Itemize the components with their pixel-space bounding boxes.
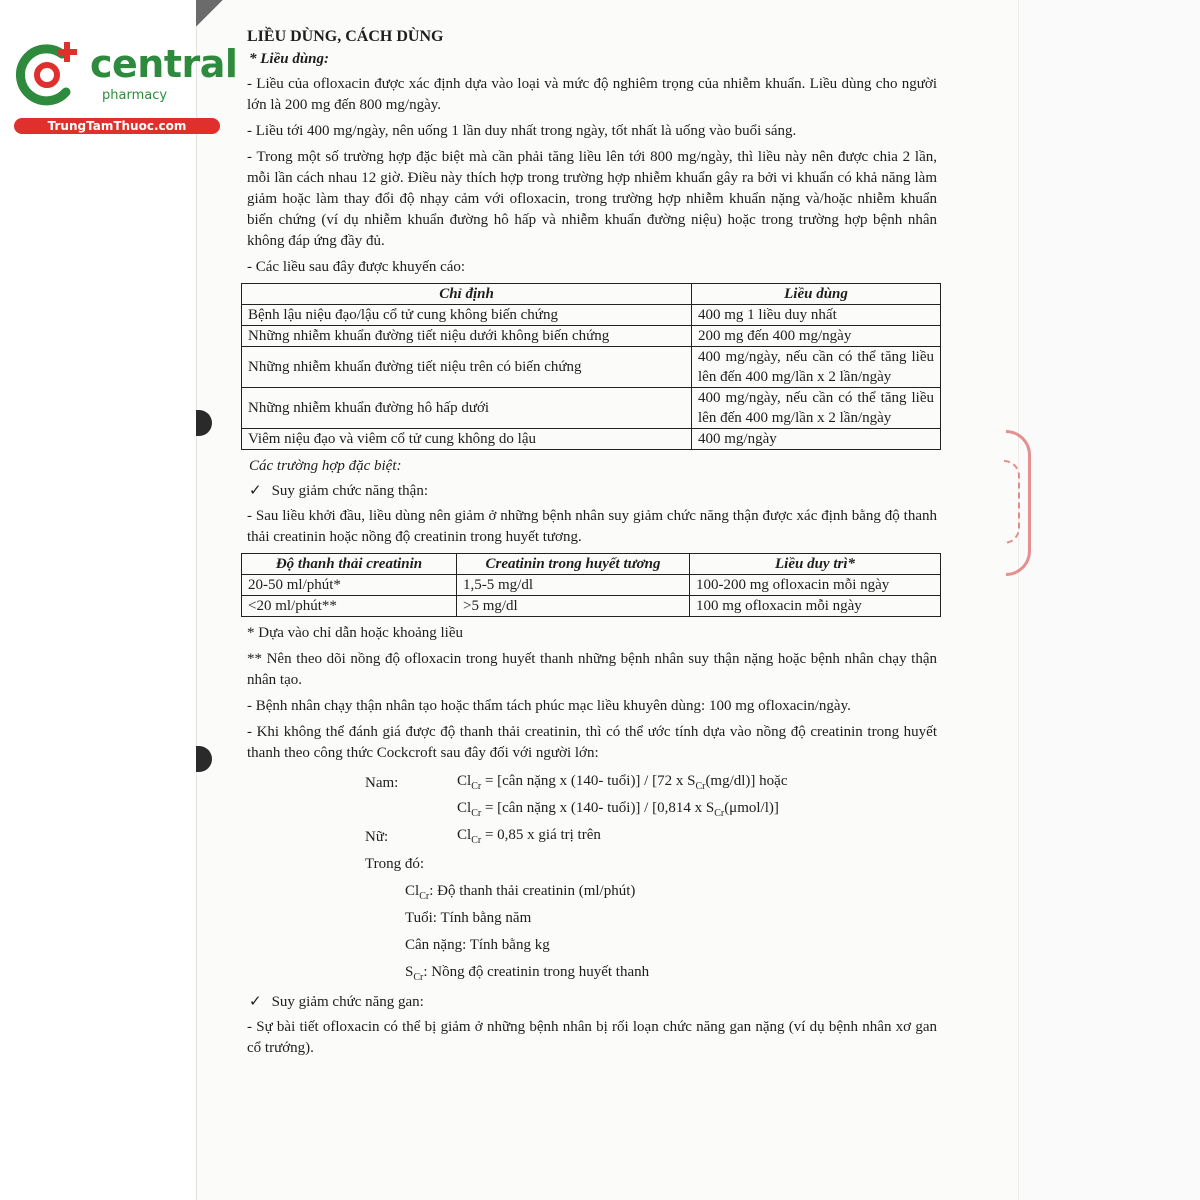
logo-wordmark: central (90, 42, 238, 86)
formula-text: : Nồng độ creatinin trong huyết thanh (423, 964, 650, 980)
formula-subscript: Cr (714, 807, 725, 819)
dosage-table (241, 283, 941, 450)
table-header-row (242, 554, 941, 575)
special-cases-heading: Các trường hợp đặc biệt: (249, 458, 402, 474)
table-cell: Những nhiễm khuẩn đường tiết niệu trên có biến chứng (242, 347, 692, 388)
table-cell: 400 mg/ngày (692, 429, 941, 450)
formula-symbol: Cl (457, 826, 472, 843)
logo-website-link[interactable]: TrungTamThuoc.com (14, 118, 220, 134)
cockcroft-formula-block (247, 770, 937, 986)
formula-text: (mg/dl)] hoặc (705, 772, 788, 789)
paragraph: - Sự bài tiết ofloxacin có thể bị giảm ở những bệnh nhân bị rối loạn chức năng gan nặng (ví dụ bệnh nhân xơ gan cổ trướng). (247, 1019, 937, 1056)
table-row (242, 305, 941, 326)
table-row (242, 575, 941, 596)
renal-checklist-item (249, 481, 937, 502)
formula-text: (μmol/l)] (724, 799, 779, 816)
scan-corner-mark (196, 0, 236, 26)
table-cell: 1,5-5 mg/dl (457, 575, 690, 596)
formula-subscript: Cr (413, 972, 424, 983)
dosage-heading: * Liều dùng: (249, 51, 330, 67)
formula-symbol: S (405, 964, 414, 980)
table-cell: >5 mg/dl (457, 596, 690, 617)
formula-definition: Cân nặng: Tính bằng kg (405, 937, 550, 953)
page-left-margin (0, 0, 196, 1200)
logo-tagline: pharmacy (102, 88, 168, 103)
formula-row-male-2 (247, 797, 937, 824)
formula-subscript: Cr (471, 834, 482, 846)
formula-definition: Tuổi: Tính bằng năm (405, 910, 532, 926)
table-cell: Bệnh lậu niệu đạo/lậu cổ tử cung không biến chứng (242, 305, 692, 326)
table-row (242, 347, 941, 388)
table-cell: 400 mg 1 liều duy nhất (692, 305, 941, 326)
formula-expression (457, 825, 937, 851)
table-header-cell: Chỉ định (242, 284, 692, 305)
table-header-row (242, 284, 941, 305)
paragraph: - Sau liều khởi đầu, liều dùng nên giảm ở những bệnh nhân suy giảm chức năng thận được xác định bằng độ thanh thải creatinin hoặc nồng độ creatinin trong huyết tương. (247, 508, 937, 545)
table-cell: 100-200 mg ofloxacin mỗi ngày (690, 575, 941, 596)
paragraph: - Bệnh nhân chạy thận nhân tạo hoặc thẩm tách phúc mạc liều khuyên dùng: 100 mg ofloxacin/ngày. (247, 698, 851, 714)
page-right-margin (1018, 0, 1200, 1200)
hepatic-checklist-item (249, 992, 937, 1013)
section-title: LIỀU DÙNG, CÁCH DÙNG (247, 28, 444, 45)
table-row (242, 326, 941, 347)
document-content (247, 26, 937, 1064)
table-cell: 400 mg/ngày, nếu cần có thể tăng liều lên đến 400 mg/lần x 2 lần/ngày (692, 347, 941, 388)
central-pharmacy-logo[interactable] (12, 38, 238, 138)
table-row (242, 388, 941, 429)
formula-definition (247, 959, 937, 986)
paragraph: - Trong một số trường hợp đặc biệt mà cần phải tăng liều lên tới 800 mg/ngày, thì liều này nên được chia 2 lần, mỗi lần cách nhau 12 giờ. Điều này thích hợp trong trường hợp nhiễm khuẩn gây ra bởi vi khuẩn có khả năng làm giảm hoặc làm thay đổi độ nhạy cảm với ofloxacin, trong trường hợp nhiễm khuẩn nặng và/hoặc nhiễm khuẩn biến chứng (ví dụ nhiễm khuẩn đường hô hấp và nhiễm khuẩn đường niệu) hoặc trong trường hợp bệnh nhân không đáp ứng đầy đủ. (247, 149, 937, 249)
formula-symbol: Cl (457, 772, 472, 789)
formula-row-female (247, 824, 937, 851)
table-cell: Viêm niệu đạo và viêm cổ tử cung không do lậu (242, 429, 692, 450)
formula-definition (247, 878, 937, 905)
formula-symbol: Cl (405, 883, 420, 899)
formula-subscript: Cr (471, 807, 482, 819)
formula-label-female: Nữ: (365, 829, 389, 845)
table-row (242, 596, 941, 617)
red-stamp-inner-icon (1004, 460, 1020, 544)
table-cell: <20 ml/phút** (242, 596, 457, 617)
renal-heading: Suy giảm chức năng thận: (271, 483, 429, 499)
formula-text: = 0,85 x giá trị trên (481, 826, 601, 843)
table-header-cell: Liều dùng (692, 284, 941, 305)
table-cell: 200 mg đến 400 mg/ngày (692, 326, 941, 347)
formula-symbol: Cl (457, 799, 472, 816)
table-cell: Những nhiễm khuẩn đường hô hấp dưới (242, 388, 692, 429)
paragraph: - Các liều sau đây được khuyến cáo: (247, 259, 466, 275)
formula-text: : Độ thanh thải creatinin (ml/phút) (429, 883, 636, 899)
footnote: * Dựa vào chỉ dẫn hoặc khoảng liều (247, 625, 463, 641)
table-cell: Những nhiễm khuẩn đường tiết niệu dưới không biến chứng (242, 326, 692, 347)
table-header-cell: Độ thanh thải creatinin (242, 554, 457, 575)
hepatic-heading: Suy giảm chức năng gan: (271, 994, 424, 1010)
table-cell: 100 mg ofloxacin mỗi ngày (690, 596, 941, 617)
table-row (242, 429, 941, 450)
formula-text: = [cân nặng x (140- tuổi)] / [0,814 x S (481, 799, 715, 816)
paragraph: - Liều của ofloxacin được xác định dựa vào loại và mức độ nghiêm trọng của nhiễm khuẩn. Liều dùng cho người lớn là 200 mg đến 800 mg/ngày. (247, 76, 937, 113)
formula-subscript: Cr (695, 780, 706, 792)
table-header-cell: Creatinin trong huyết tương (457, 554, 690, 575)
formula-subscript: Cr (419, 891, 430, 902)
paragraph: - Liều tới 400 mg/ngày, nên uống 1 lần duy nhất trong ngày, tốt nhất là uống vào buổi sáng. (247, 123, 797, 139)
formula-label-male: Nam: (365, 775, 399, 791)
formula-expression (457, 798, 937, 824)
formula-text: = [cân nặng x (140- tuổi)] / [72 x S (481, 772, 696, 789)
pharmacy-cross-icon (12, 40, 82, 110)
paragraph: - Khi không thể đánh giá được độ thanh thải creatinin, thì có thể ước tính dựa vào nồng độ creatinin trong huyết thanh theo công thức Cockcroft sau đây đối với người lớn: (247, 724, 937, 761)
table-cell: 400 mg/ngày, nếu cần có thể tăng liều lên đến 400 mg/lần x 2 lần/ngày (692, 388, 941, 429)
formula-expression (457, 771, 937, 797)
table-header-cell: Liều duy trì* (690, 554, 941, 575)
formula-subscript: Cr (471, 780, 482, 792)
checkmark-icon: ✓ (249, 483, 262, 499)
footnote: ** Nên theo dõi nồng độ ofloxacin trong huyết thanh những bệnh nhân suy thận nặng hoặc bệnh nhân chạy thận nhân tạo. (247, 651, 937, 688)
formula-row-male-1 (247, 770, 937, 797)
checkmark-icon: ✓ (249, 994, 262, 1010)
renal-dosage-table (241, 553, 941, 617)
formula-where-heading: Trong đó: (365, 856, 425, 872)
table-cell: 20-50 ml/phút* (242, 575, 457, 596)
